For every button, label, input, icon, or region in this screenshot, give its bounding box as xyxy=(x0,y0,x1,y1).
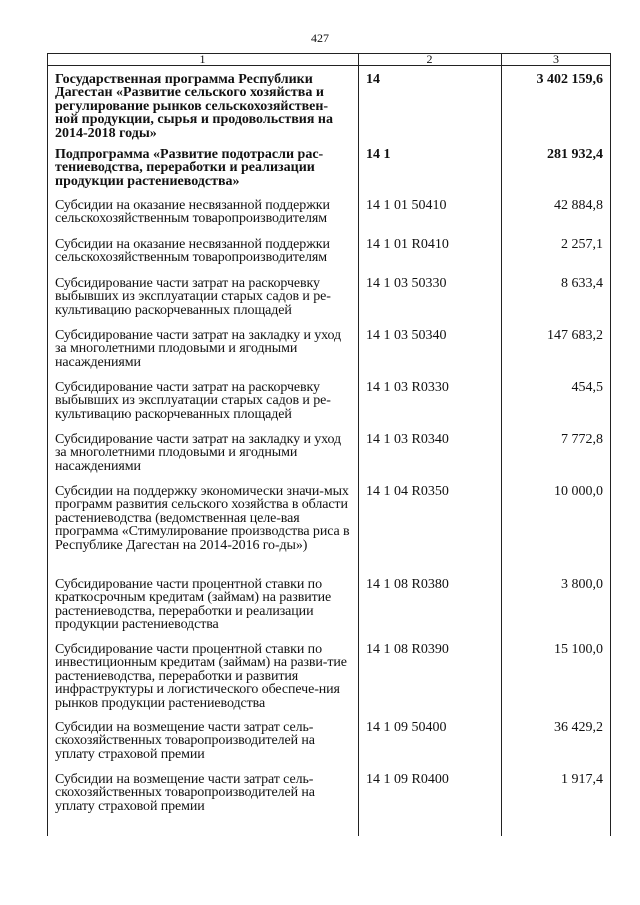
column-header-2: 2 xyxy=(426,52,433,66)
row-amount: 15 100,0 xyxy=(554,642,603,657)
row-code: 14 1 08 R0390 xyxy=(366,642,449,657)
row-code: 14 1 03 50340 xyxy=(366,328,447,343)
row-amount: 2 257,1 xyxy=(561,237,603,252)
row-name: Субсидии на оказание несвязанной поддержки сельскохозяйственным товаропроизводителям xyxy=(55,237,330,266)
row-name: Государственная программа Республики Дагестан «Развитие сельского хозяйства и регулирование рынков сельскохозяйствен-ной продукции, сырья и продовольствия на 2014-2018 годы» xyxy=(55,72,333,141)
row-code: 14 1 03 50330 xyxy=(366,276,447,291)
row-amount: 1 917,4 xyxy=(561,772,603,787)
row-code: 14 1 01 50410 xyxy=(366,198,447,213)
row-name: Субсидирование части затрат на раскорчевку выбывших из эксплуатации старых садов и ре-культивацию раскорчеванных площадей xyxy=(55,276,331,318)
row-name: Субсидирование части процентной ставки по краткосрочным кредитам (займам) на развитие растениеводства, переработки и реализации продукции растениеводства xyxy=(55,577,332,633)
row-name: Субсидирование части процентной ставки по инвестиционным кредитам (займам) на разви-тие растениеводства, переработки и развития инфраструктуры и логистического обеспече-ния рынков продукции растениеводства xyxy=(55,642,347,711)
row-code: 14 1 03 R0340 xyxy=(366,432,449,447)
column-header-3: 3 xyxy=(553,52,559,66)
column-divider-1 xyxy=(358,53,359,836)
row-code: 14 1 01 R0410 xyxy=(366,237,449,252)
row-code: 14 1 09 R0400 xyxy=(366,772,449,787)
row-name: Субсидирование части затрат на раскорчевку выбывших из эксплуатации старых садов и ре-культивацию раскорчеванных площадей xyxy=(55,380,331,422)
row-name: Субсидии на поддержку экономически значи-мых программ развития сельского хозяйства в области растениеводства (ведомственная целе-вая программа «Стимулирование производства риса в Республике Дагестан на 2014-2016 го-ды») xyxy=(55,484,350,553)
table-border-right xyxy=(610,53,611,836)
row-amount: 454,5 xyxy=(571,380,603,395)
row-code: 14 1 03 R0330 xyxy=(366,380,449,395)
row-name: Подпрограмма «Развитие подотрасли рас-тениеводства, переработки и реализации продукции растениеводства» xyxy=(55,147,324,189)
row-amount: 281 932,4 xyxy=(547,147,603,162)
row-amount: 3 402 159,6 xyxy=(536,72,603,87)
row-code: 14 1 04 R0350 xyxy=(366,484,449,499)
row-amount: 147 683,2 xyxy=(547,328,603,343)
table-border-left xyxy=(47,53,48,836)
row-amount: 8 633,4 xyxy=(561,276,603,291)
row-name: Субсидирование части затрат на закладку и уход за многолетними плодовыми и ягодными насаждениями xyxy=(55,328,342,370)
table-header-row xyxy=(47,53,611,66)
column-header-1: 1 xyxy=(199,52,206,66)
row-code: 14 1 09 50400 xyxy=(366,720,447,735)
row-name: Субсидии на возмещение части затрат сель-скохозяйственных товаропроизводителей на уплату страховой премии xyxy=(55,720,315,762)
page-number: 427 xyxy=(311,31,329,45)
budget-table xyxy=(47,53,611,836)
row-amount: 42 884,8 xyxy=(554,198,603,213)
row-name: Субсидии на возмещение части затрат сель-скохозяйственных товаропроизводителей на уплату страховой премии xyxy=(55,772,315,814)
row-amount: 7 772,8 xyxy=(561,432,603,447)
row-code: 14 1 xyxy=(366,147,391,162)
row-code: 14 1 08 R0380 xyxy=(366,577,449,592)
row-amount: 3 800,0 xyxy=(561,577,603,592)
row-name: Субсидирование части затрат на закладку и уход за многолетними плодовыми и ягодными насаждениями xyxy=(55,432,342,474)
row-name: Субсидии на оказание несвязанной поддержки сельскохозяйственным товаропроизводителям xyxy=(55,198,330,227)
row-code: 14 xyxy=(366,72,380,87)
row-amount: 10 000,0 xyxy=(554,484,603,499)
row-amount: 36 429,2 xyxy=(554,720,603,735)
